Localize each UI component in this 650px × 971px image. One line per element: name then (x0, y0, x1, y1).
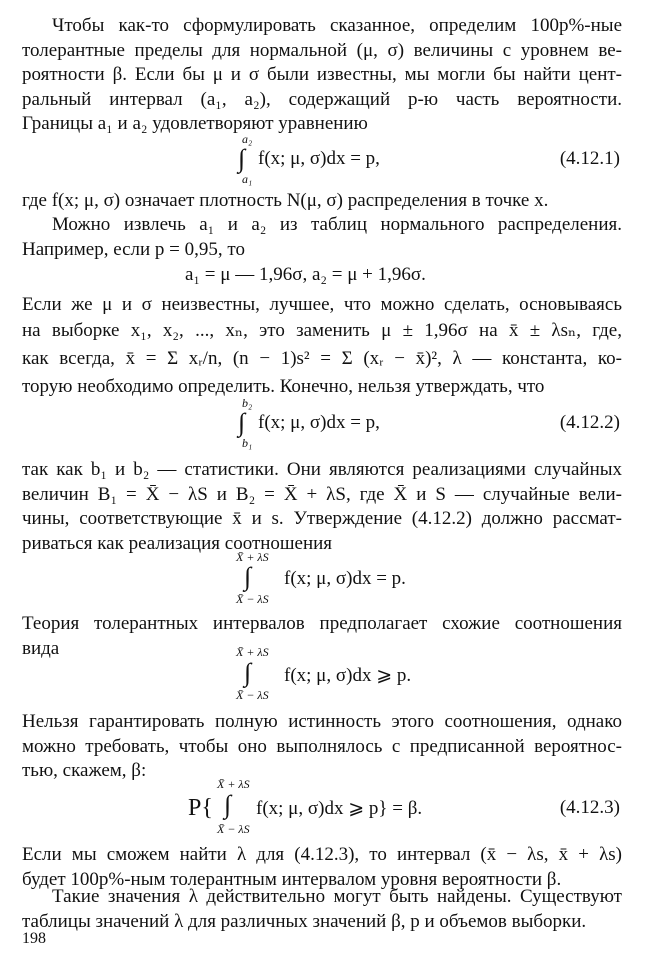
integral-lower-limit: X̄ − λS (236, 592, 269, 606)
text-line: на выборке x₁, x₂, ..., xₙ, это заменить μ ± 1,96σ на x̄ ± λsₙ, где, (22, 320, 622, 341)
integral-upper-limit: X̄ + λS (236, 645, 269, 659)
integral-sign: ∫ (238, 144, 246, 173)
integral-lower-limit: X̄ − λS (217, 822, 250, 836)
paragraph-1 (22, 14, 622, 137)
text-line: можно требовать, чтобы оно выполнялось с предписанной вероятнос- (22, 735, 622, 757)
integral-sign: ∫ (224, 790, 232, 819)
text-line: Например, если p = 0,95, то (22, 238, 245, 260)
paragraph-3 (22, 213, 622, 262)
text-line: Если мы сможем найти λ для (4.12.3), то интервал (x̄ − λs, x̄ + λs) (22, 844, 622, 865)
equation-a1-a2: a₁ = μ — 1,96σ, a₂ = μ + 1,96σ. (185, 264, 426, 285)
equation-number: (4.12.1) (559, 148, 620, 169)
text-line: Нельзя гарантировать полную истинность этого соотношения, однако (22, 711, 622, 732)
integral-lower-limit: X̄ − λS (236, 688, 269, 702)
text-line: Такие значения λ действительно могут быть найдены. Существуют (52, 886, 622, 907)
text-line: торую необходимо определить. Конечно, нельзя утверждать, что (22, 376, 545, 397)
page-number: 198 (22, 930, 46, 947)
text-line: Чтобы как-то сформулировать сказанное, определим 100p%-ные (52, 15, 622, 36)
integral-upper-limit: X̄ + λS (236, 550, 269, 564)
integral-sign: ∫ (244, 562, 252, 591)
paragraph-4 (22, 292, 622, 400)
text-line: риваться как реализация соотношения (22, 532, 333, 554)
paragraph-5 (22, 458, 622, 556)
integral-upper-limit: X̄ + λS (217, 777, 250, 791)
text-line: Теория толерантных интервалов предполагает схожие соотношения (22, 613, 622, 634)
text-line: будет 100p%-ным толерантным интервалом уровня вероятности β. (22, 868, 562, 890)
paragraph-7 (22, 710, 622, 784)
text-line: роятности β. Если бы μ и σ были известны, мы могли бы найти цент- (22, 64, 622, 85)
equation-body: f(x; μ, σ)dx = p, (258, 148, 380, 169)
text-line: величин B₁ = X̄ − λS и B₂ = X̄ + λS, где X̄ и S — случайные вели- (22, 483, 622, 505)
text-line: как всегда, x̄ = Σ xᵣ/n, (n − 1)s² = Σ (xᵣ − x̄)², λ — константа, ко- (22, 348, 622, 369)
equation-body: f(x; μ, σ)dx ⩾ p. (284, 665, 412, 686)
integral-upper-limit: a₂ (242, 132, 253, 146)
integral-sign: ∫ (238, 408, 246, 437)
integral-sign: ∫ (244, 658, 252, 687)
paragraph-6 (22, 612, 622, 661)
text-line: тью, скажем, β: (22, 760, 147, 781)
text-line: Границы a₁ и a₂ удовлетворяют уравнению (22, 113, 368, 134)
text-line: Если же μ и σ неизвестны, лучшее, что можно сделать, основываясь (22, 294, 622, 315)
paragraph-2 (22, 189, 622, 214)
text-line: Можно извлечь a₁ и a₂ из таблиц нормального распределения. (52, 214, 622, 235)
equation-body: f(x; μ, σ)dx = p, (258, 412, 380, 433)
text-line: таблицы значений λ для различных значений β, p и объемов выборки. (22, 910, 587, 932)
probability-prefix: P{ (188, 795, 213, 821)
text-line: вида (22, 637, 60, 659)
equation-number: (4.12.3) (559, 797, 620, 818)
equation-body: f(x; μ, σ)dx = p. (284, 568, 406, 589)
equation-body: f(x; μ, σ)dx ⩾ p} = β. (256, 798, 423, 819)
integral-lower-limit: a₁ (242, 172, 253, 186)
text-line: ральный интервал (a₁, a₂), содержащий p-ю часть вероятности. (22, 88, 622, 110)
text-line: где f(x; μ, σ) означает плотность N(μ, σ) распределения в точке x. (22, 190, 549, 211)
integral-upper-limit: b₂ (242, 396, 253, 410)
integral-lower-limit: b₁ (242, 436, 253, 450)
text-line: чины, соответствующие x̄ и s. Утверждение (4.12.2) должно рассмат- (22, 508, 622, 529)
paragraph-9 (22, 885, 622, 934)
text-line: толерантные пределы для нормальной (μ, σ) величины с уровнем ве- (22, 39, 622, 61)
text-line: так как b₁ и b₂ — статистики. Они являются реализациями случайных (22, 459, 622, 480)
equation-number: (4.12.2) (559, 412, 620, 433)
